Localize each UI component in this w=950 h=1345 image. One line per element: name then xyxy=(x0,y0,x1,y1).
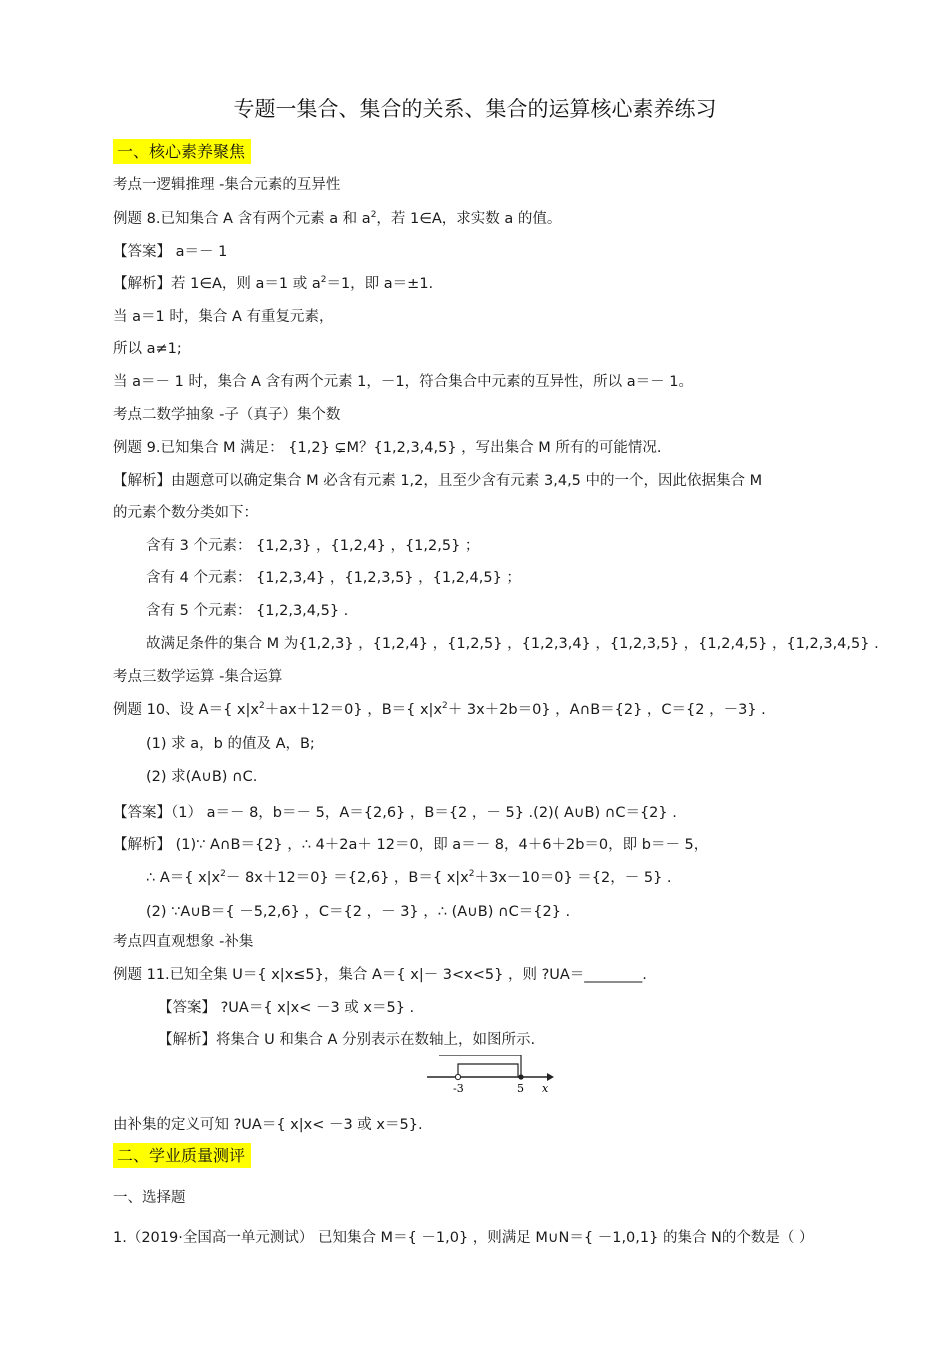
choice-heading: 一、选择题 xyxy=(113,1190,186,1206)
point-5 xyxy=(518,1074,523,1079)
answer-8: 【答案】 a＝－ 1 xyxy=(113,244,228,260)
axis-variable-label: x xyxy=(542,1082,549,1095)
section-heading-2: 二、学业质量测评 xyxy=(113,1143,251,1168)
explanation-10: 【解析】 (1)∵ A∩B＝{2} ，∴ 4＋2a＋ 12＝0，即 a＝－ 8，4＋6＋2b＝0，即 b＝－ 5， xyxy=(113,837,709,853)
example-11: 例题 11.已知全集 U＝{ x|x≤5}，集合 A＝{ x|－ 3<x<5} ，则 ?UA＝________. xyxy=(113,967,647,983)
topic-2: 考点二数学抽象 -子（真子）集个数 xyxy=(113,407,341,423)
topic-1: 考点一逻辑推理 -集合元素的互异性 xyxy=(113,177,341,193)
topic-4: 考点四直观想象 -补集 xyxy=(113,934,254,950)
explanation-9: 【解析】由题意可以确定集合 M 必含有元素 1,2，且至少含有元素 3,4,5 中的一个，因此依据集合 M xyxy=(113,473,763,489)
set-U-bracket xyxy=(439,1055,521,1077)
explanation-8-line-2: 当 a＝1 时，集合 A 有重复元素， xyxy=(113,309,334,325)
case-4-elements: 含有 4 个元素： {1,2,3,4} ，{1,2,3,5} ，{1,2,4,5} ； xyxy=(146,570,521,586)
answer-10: 【答案】（1） a＝－ 8，b＝－ 5，A＝{2,6} ，B＝{2 ，－ 5} .(2)( A∪B) ∩C＝{2} . xyxy=(113,805,677,821)
case-5-elements: 含有 5 个元素： {1,2,3,4,5} . xyxy=(146,603,349,619)
explanation-8-line-4: 当 a＝－ 1 时，集合 A 含有两个元素 1，－1，符合集合中元素的互异性，所以 a＝－ 1。 xyxy=(113,374,693,390)
example-10: 例题 10、设 A＝{ $x|x^2+ax+12=0$} ，B＝{ $x|x^2+ 3x+2b=0$} ，A∩B＝{2} ，C＝{2 ，－3} . xyxy=(113,701,766,718)
question-10-2: (2) 求(A∪B) ∩C. xyxy=(146,769,258,785)
tick-label-minus-3: -3 xyxy=(453,1082,464,1095)
explanation-8: 【解析】若 1∈A，则 a＝1 或 $a^2=1$，即 a＝±1. xyxy=(113,275,434,292)
explanation-11: 【解析】将集合 U 和集合 A 分别表示在数轴上，如图所示. xyxy=(158,1032,536,1048)
summary-9: 故满足条件的集合 M 为{1,2,3} ，{1,2,4} ，{1,2,5} ，{1,2,3,4} ，{1,2,3,5} ，{1,2,4,5} ，{1,2,3,4,5} . xyxy=(146,636,879,652)
question-10-1: (1) 求 a，b 的值及 A，B; xyxy=(146,736,315,752)
topic-3: 考点三数学运算 -集合运算 xyxy=(113,669,283,685)
point-minus-3 xyxy=(455,1074,460,1079)
tick-label-5: 5 xyxy=(517,1082,524,1095)
axis-arrow-icon xyxy=(547,1073,554,1081)
explanation-10-line-3: (2) ∵A∪B＝{ －5,2,6} ，C＝{2 ，－ 3} ，∴ (A∪B) ∩C＝{2} . xyxy=(146,904,571,920)
example-8: 例题 8.已知集合 A 含有两个元素 a 和 $a^2$，若 1∈A，求实数 a 的值。 xyxy=(113,210,562,227)
page-title: 专题一集合、集合的关系、集合的运算核心素养练习 xyxy=(233,97,717,121)
set-A-bracket xyxy=(458,1064,518,1077)
case-3-elements: 含有 3 个元素： {1,2,3} ，{1,2,4} ，{1,2,5} ； xyxy=(146,538,480,554)
number-line-figure xyxy=(425,1055,555,1095)
explanation-10-line-2: ∴ A＝{ $x|x^2- 8x+12=0\} =\{2,6\}$ ，B＝{ $x|x^2+3x-10=0\} =\{2$，－ 5} . xyxy=(146,869,672,886)
answer-11: 【答案】 ?UA＝{ x|x< －3 或 x＝5} . xyxy=(158,1000,415,1016)
section-heading-1: 一、核心素养聚焦 xyxy=(113,139,251,164)
example-9: 例题 9.已知集合 M 满足： {1,2} ⊊M？{1,2,3,4,5} ，写出集合 M 所有的可能情况. xyxy=(113,440,662,456)
explanation-8-line-3: 所以 a≠1; xyxy=(113,341,182,357)
conclusion-11: 由补集的定义可知 ?UA＝{ x|x< －3 或 x＝5}. xyxy=(113,1117,423,1133)
question-1: 1.（2019·全国高一单元测试） 已知集合 M＝{ －1,0} ，则满足 M∪N＝{ －1,0,1} 的集合 N的个数是（ ） xyxy=(113,1230,814,1246)
explanation-9-line-2: 的元素个数分类如下： xyxy=(113,505,258,521)
